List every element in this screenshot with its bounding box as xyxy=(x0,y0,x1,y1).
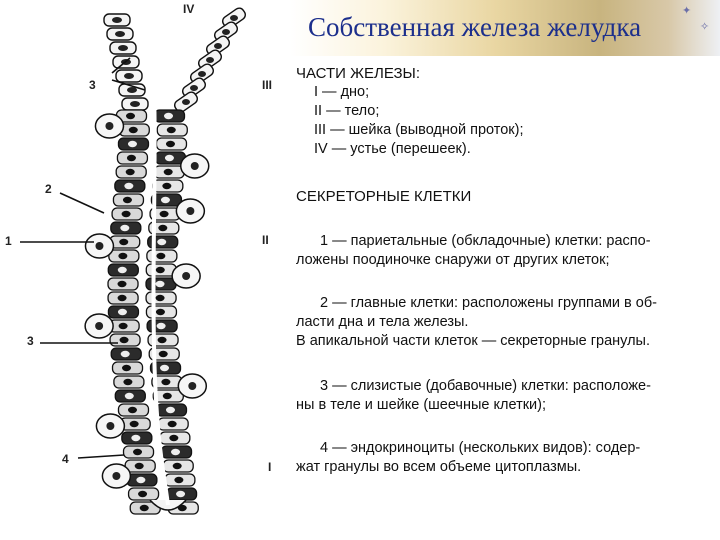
paragraph-2 xyxy=(296,294,716,351)
cell-nucleus xyxy=(124,183,133,189)
cell-nucleus xyxy=(158,225,167,231)
cell-nucleus xyxy=(157,323,166,329)
cell-nucleus xyxy=(120,337,129,343)
cell-nucleus xyxy=(160,211,169,217)
p4-line: жат гранулы во всем объеме цитоплазмы. xyxy=(296,459,582,475)
cell-nucleus xyxy=(122,365,131,371)
text-column xyxy=(296,64,716,477)
cell-nucleus xyxy=(119,323,128,329)
parietal-nucleus xyxy=(112,472,120,480)
label-4: 4 xyxy=(62,452,69,466)
cell-nucleus xyxy=(198,71,206,77)
cell-nucleus xyxy=(121,351,130,357)
parts-heading: ЧАСТИ ЖЕЛЕЗЫ: xyxy=(296,65,420,82)
part-item: III — шейка (выводной проток); xyxy=(314,122,524,138)
cell-nucleus xyxy=(156,309,165,315)
cell-nucleus xyxy=(120,225,129,231)
cell-nucleus xyxy=(171,449,180,455)
title-bar xyxy=(290,0,720,56)
cell-nucleus xyxy=(158,337,167,343)
cell-nucleus xyxy=(173,463,182,469)
cell-nucleus xyxy=(164,113,173,119)
cell-nucleus xyxy=(115,31,125,37)
p2-line: ласти дна и тела железы. xyxy=(296,314,469,330)
part-item: IV — устье (перешеек). xyxy=(314,141,471,157)
cell-nucleus xyxy=(131,435,140,441)
parietal-nucleus xyxy=(95,322,103,330)
cell-nucleus xyxy=(176,491,185,497)
label-1: 1 xyxy=(5,234,12,248)
part-item: II — тело; xyxy=(314,103,380,119)
gland-cells xyxy=(85,6,247,514)
cell-nucleus xyxy=(166,141,175,147)
cell-nucleus xyxy=(168,421,177,427)
pointer-line-4 xyxy=(78,455,124,458)
cell-nucleus xyxy=(118,281,127,287)
cell-nucleus xyxy=(122,211,131,217)
parietal-nucleus xyxy=(106,422,114,430)
cell-nucleus xyxy=(230,15,238,21)
sparkle-icon-small: ✧ xyxy=(700,21,710,33)
label-ii: II xyxy=(262,233,269,247)
cell-nucleus xyxy=(118,253,127,259)
label-i: I xyxy=(268,460,272,474)
cell-nucleus xyxy=(140,505,149,511)
cell-nucleus xyxy=(174,477,183,483)
cell-nucleus xyxy=(138,491,147,497)
cell-nucleus xyxy=(156,281,165,287)
cell-nucleus xyxy=(124,73,134,79)
label-3-lower: 3 xyxy=(27,334,34,348)
cell-nucleus xyxy=(214,43,222,49)
cell-nucleus xyxy=(126,169,135,175)
cell-nucleus xyxy=(156,295,165,301)
label-2: 2 xyxy=(45,182,52,196)
cell-nucleus xyxy=(160,365,169,371)
paragraph-4 xyxy=(296,439,716,477)
cell-nucleus xyxy=(156,267,165,273)
cell-nucleus xyxy=(128,141,137,147)
cell-nucleus xyxy=(127,155,136,161)
cell-nucleus xyxy=(156,253,165,259)
cell-nucleus xyxy=(130,421,139,427)
p2-line: 2 — главные клетки: расположены группами в об- xyxy=(320,295,657,311)
cell-nucleus xyxy=(129,127,138,133)
cell-nucleus xyxy=(161,379,170,385)
p3-line: 3 — слизистые (добавочные) клетки: расположе- xyxy=(320,378,651,394)
gland-diagram xyxy=(0,0,290,540)
cell-nucleus xyxy=(135,463,144,469)
parts-list xyxy=(296,83,716,159)
cell-nucleus xyxy=(126,113,135,119)
cell-nucleus xyxy=(130,101,140,107)
cell-nucleus xyxy=(118,295,127,301)
paragraph-3 xyxy=(296,377,716,415)
label-3-top: 3 xyxy=(89,78,96,92)
cell-nucleus xyxy=(125,393,134,399)
cell-nucleus xyxy=(164,169,173,175)
cell-nucleus xyxy=(222,29,230,35)
cell-nucleus xyxy=(169,435,178,441)
parietal-nucleus xyxy=(188,382,196,390)
cell-nucleus xyxy=(123,379,132,385)
cell-nucleus xyxy=(190,85,198,91)
cell-nucleus xyxy=(112,17,122,23)
cell-nucleus xyxy=(165,155,174,161)
sparkle-icon: ✦ xyxy=(682,5,692,17)
parietal-nucleus xyxy=(182,272,190,280)
cell-nucleus xyxy=(118,45,128,51)
label-iii: III xyxy=(262,78,273,92)
parietal-nucleus xyxy=(95,242,103,250)
cell-nucleus xyxy=(118,267,127,273)
label-iv: IV xyxy=(183,2,195,16)
cell-nucleus xyxy=(167,127,176,133)
cell-nucleus xyxy=(157,239,166,245)
parietal-nucleus xyxy=(186,207,194,215)
cell-nucleus xyxy=(118,309,127,315)
p2-line: В апикальной части клеток — секреторные гранулы. xyxy=(296,333,650,349)
cell-nucleus xyxy=(119,239,128,245)
cell-nucleus xyxy=(159,351,168,357)
pointer-line-2 xyxy=(60,193,104,213)
part-item: I — дно; xyxy=(314,84,370,100)
cell-nucleus xyxy=(163,393,172,399)
cell-nucleus xyxy=(166,407,175,413)
cell-nucleus xyxy=(123,197,132,203)
page-title: Собственная железа желудка xyxy=(308,12,642,42)
p4-line: 4 — эндокриноциты (нескольких видов): содер- xyxy=(320,440,641,456)
cell-nucleus xyxy=(128,407,137,413)
cell-nucleus xyxy=(136,477,145,483)
p1-line: 1 — париетальные (обкладочные) клетки: распо- xyxy=(320,233,651,249)
cell-nucleus xyxy=(162,183,171,189)
cell-nucleus xyxy=(206,57,214,63)
parietal-nucleus xyxy=(191,162,199,170)
cell-nucleus xyxy=(161,197,170,203)
p3-line: ны в теле и шейке (шеечные клетки); xyxy=(296,397,547,413)
parietal-nucleus xyxy=(105,122,113,130)
paragraph-1 xyxy=(296,232,716,270)
cell-nucleus xyxy=(182,99,190,105)
cell-nucleus xyxy=(133,449,142,455)
secretory-heading: СЕКРЕТОРНЫЕ КЛЕТКИ xyxy=(296,188,472,205)
p1-line: ложены поодиночке снаружи от других клеток; xyxy=(296,252,610,268)
